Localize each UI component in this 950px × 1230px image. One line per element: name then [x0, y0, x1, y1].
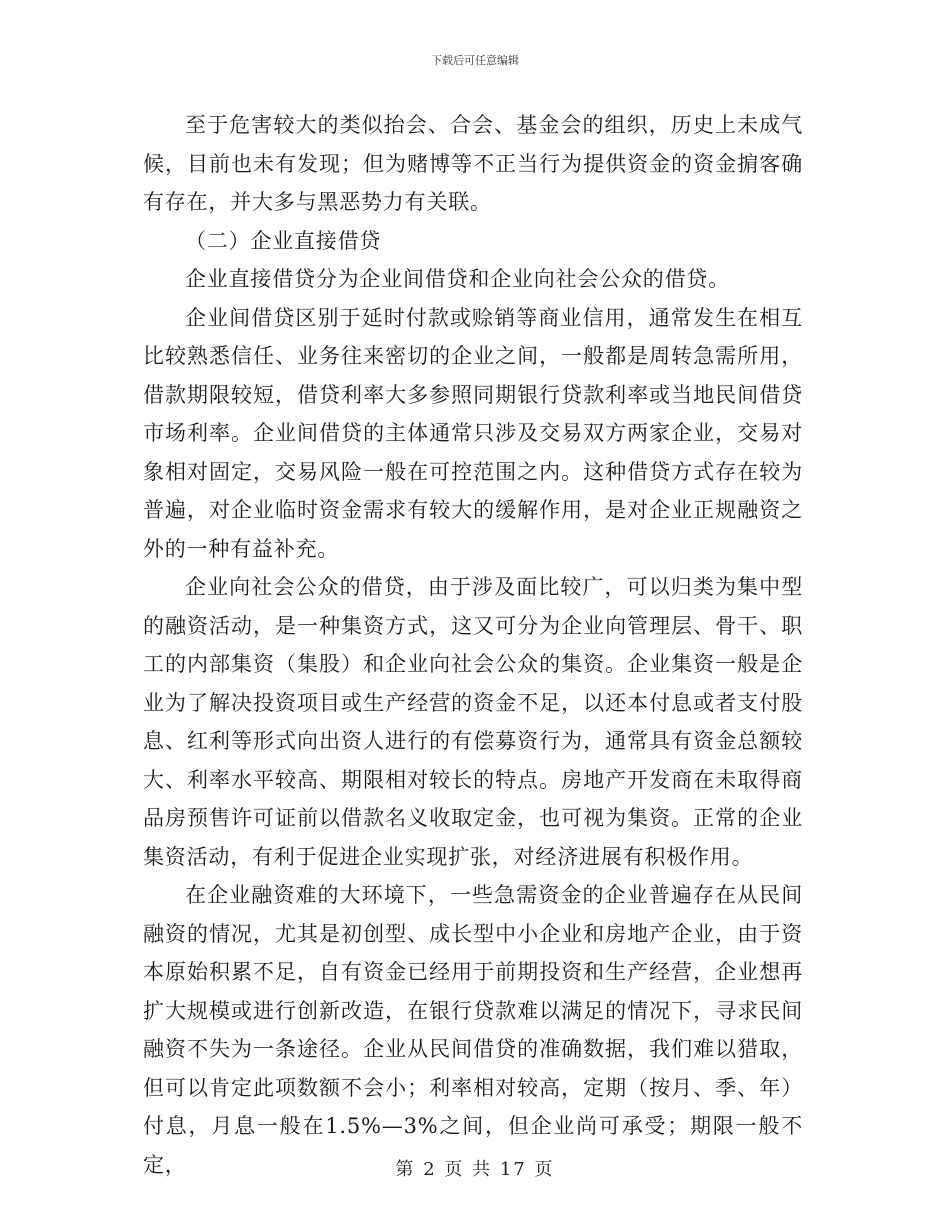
paragraph-4: 企业向社会公众的借贷，由于涉及面比较广，可以归类为集中型的融资活动，是一种集资方式，这又可分为企业向管理层、骨干、职工的内部集资（集股）和企业向社会公众的集资。企业集资一般是企业为了解决投资项目或生产经营的资金不足，以还本付息或者支付股息、红利等形式向出资人进行的有偿募资行为，通常具有资金总额较大、利率水平较高、期限相对较长的特点。房地产开发商在未取得商品房预售许可证前以借款名义收取定金，也可视为集资。正常的企业集资活动，有利于促进企业实现扩张，对经济进展有积极作用。 — [143, 575, 803, 869]
page-header-note: 下载后可任意编辑 — [431, 54, 519, 67]
paragraph-5: 在企业融资难的大环境下，一些急需资金的企业普遍存在从民间融资的情况，尤其是初创型、成长型中小企业和房地产企业，由于资本原始积累不足，自有资金已经用于前期投资和生产经营，企业想再扩大规模或进行创新改造，在银行贷款难以满足的情况下，寻求民间融资不失为一条途径。企业从民间借贷的准确数据，我们难以猎取，但可以肯定此项数额不会小；利率相对较高，定期（按月、季、年）付息，月息一般在1.5%—3%之间，但企业尚可承受；期限一般不定， — [143, 883, 803, 1177]
paragraph-2: 企业直接借贷分为企业间借贷和企业向社会公众的借贷。 — [185, 267, 730, 291]
paragraph-3: 企业间借贷区别于延时付款或赊销等商业信用，通常发生在相互比较熟悉信任、业务往来密切的企业之间，一般都是周转急需所用，借款期限较短，借贷利率大多参照同期银行贷款利率或当地民间借贷市场利率。企业间借贷的主体通常只涉及交易双方两家企业，交易对象相对固定，交易风险一般在可控范围之内。这种借贷方式存在较为普遍，对企业临时资金需求有较大的缓解作用，是对企业正规融资之外的一种有益补充。 — [143, 305, 803, 561]
document-body — [143, 106, 803, 1184]
page-number: 第 2 页 共 17 页 — [395, 1159, 555, 1180]
section-heading: （二）企业直接借贷 — [185, 228, 382, 253]
paragraph-1: 至于危害较大的类似抬会、合会、基金会的组织，历史上未成气候，目前也未有发现；但为赌博等不正当行为提供资金的资金掮客确有存在，并大多与黑恶势力有关联。 — [143, 113, 803, 214]
